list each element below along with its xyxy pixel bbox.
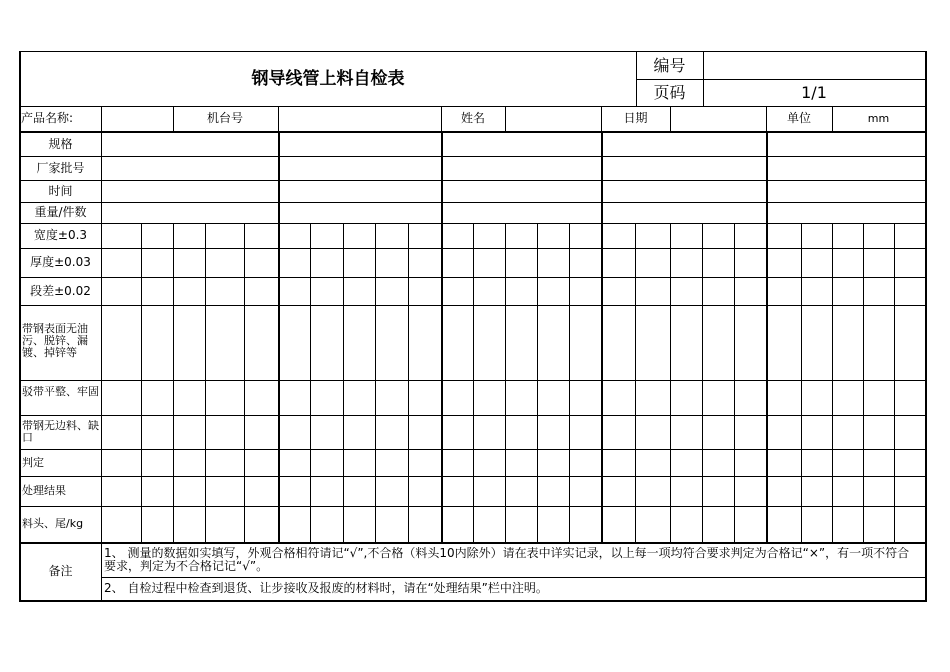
grid-line: [505, 106, 506, 131]
unit-value: mm: [867, 112, 890, 125]
grid-line: [766, 131, 768, 542]
page-label: 页码: [653, 83, 686, 102]
grid-line: [19, 51, 21, 602]
grid-line: [702, 223, 703, 542]
grid-line: [19, 248, 925, 249]
number-value[interactable]: [703, 52, 925, 79]
grid-line: [537, 223, 538, 542]
product-name-label: 产品名称:: [21, 111, 74, 125]
machine-number-value[interactable]: [279, 106, 441, 131]
grid-line: [832, 106, 833, 131]
row-label-surface: 带钢表面无油污、脱锌、漏镀、掉锌等: [22, 323, 88, 359]
grid-line: [244, 223, 245, 542]
grid-line: [278, 131, 280, 542]
page-value: 1/1: [801, 83, 827, 102]
row-label-width: 宽度±0.3: [33, 228, 88, 242]
name-label: 姓名: [460, 111, 485, 125]
row-label-step: 段差±0.02: [30, 284, 91, 298]
row-label-result: 处理结果: [22, 484, 66, 497]
grid-line: [101, 542, 102, 600]
grid-line: [19, 542, 925, 544]
grid-line: [832, 223, 833, 542]
grid-line: [19, 415, 925, 416]
grid-line: [19, 277, 925, 278]
grid-line: [601, 131, 603, 542]
grid-line: [19, 223, 925, 224]
date-label: 日期: [623, 111, 648, 125]
grid-line: [894, 223, 895, 542]
grid-line: [441, 106, 442, 131]
grid-line: [19, 476, 925, 477]
grid-line: [141, 223, 142, 542]
grid-line: [173, 223, 174, 542]
grid-line: [19, 180, 925, 181]
grid-line: [19, 449, 925, 450]
grid-line: [569, 223, 570, 542]
grid-line: [19, 156, 925, 157]
grid-line: [925, 51, 927, 602]
grid-line: [601, 106, 602, 131]
grid-line: [101, 106, 102, 131]
grid-line: [635, 223, 636, 542]
number-label: 编号: [653, 56, 686, 75]
grid-line: [766, 106, 767, 131]
grid-line: [19, 380, 925, 381]
row-label-thickness: 厚度±0.03: [30, 255, 91, 269]
grid-line: [19, 600, 926, 602]
grid-line: [473, 223, 474, 542]
grid-line: [19, 106, 925, 107]
row-label-batch: 厂家批号: [36, 161, 85, 175]
grid-line: [408, 223, 409, 542]
row-label-spec: 规格: [48, 137, 73, 151]
name-value[interactable]: [505, 106, 601, 131]
grid-line: [19, 305, 925, 306]
grid-line: [863, 223, 864, 542]
grid-line: [101, 131, 102, 542]
grid-line: [670, 223, 671, 542]
grid-line: [734, 223, 735, 542]
date-value[interactable]: [670, 106, 766, 131]
remarks-line-2: 2、 自检过程中检查到退货、让步接收及报废的材料时，请在“处理结果”栏中注明。: [104, 581, 548, 595]
machine-number-label: 机台号: [206, 111, 243, 125]
grid-line: [441, 131, 443, 542]
grid-line: [636, 79, 925, 80]
form-title: 钢导线管上料自检表: [251, 69, 405, 89]
grid-line: [19, 506, 925, 507]
unit-label: 单位: [786, 111, 811, 125]
row-label-binding: 驳带平整、牢固: [22, 386, 99, 398]
grid-line: [278, 106, 279, 131]
remarks-line-1: 1、 测量的数据如实填写，外观合格相符请记“√”,不合格（料头10内除外）请在表中详实记录，以上每一项均符合要求判定为合格记“×”，有一项不符合要求，判定为不合格记记“√”。: [104, 547, 910, 573]
grid-line: [375, 223, 376, 542]
row-label-remarks: 备注: [48, 564, 73, 578]
grid-line: [205, 223, 206, 542]
grid-line: [343, 223, 344, 542]
product-name-value[interactable]: [103, 106, 173, 131]
grid-line: [19, 131, 925, 133]
row-label-scrap: 料头、尾/kg: [22, 517, 84, 530]
grid-line: [19, 202, 925, 203]
row-label-edge: 带钢无边料、缺口: [22, 420, 99, 444]
grid-line: [173, 106, 174, 131]
row-label-judge: 判定: [22, 456, 44, 469]
grid-line: [19, 51, 926, 52]
grid-line: [505, 223, 506, 542]
grid-line: [670, 106, 671, 131]
row-label-time: 时间: [48, 184, 73, 198]
grid-line: [310, 223, 311, 542]
grid-line: [101, 577, 925, 578]
grid-line: [801, 223, 802, 542]
row-label-weight: 重量/件数: [34, 205, 87, 219]
